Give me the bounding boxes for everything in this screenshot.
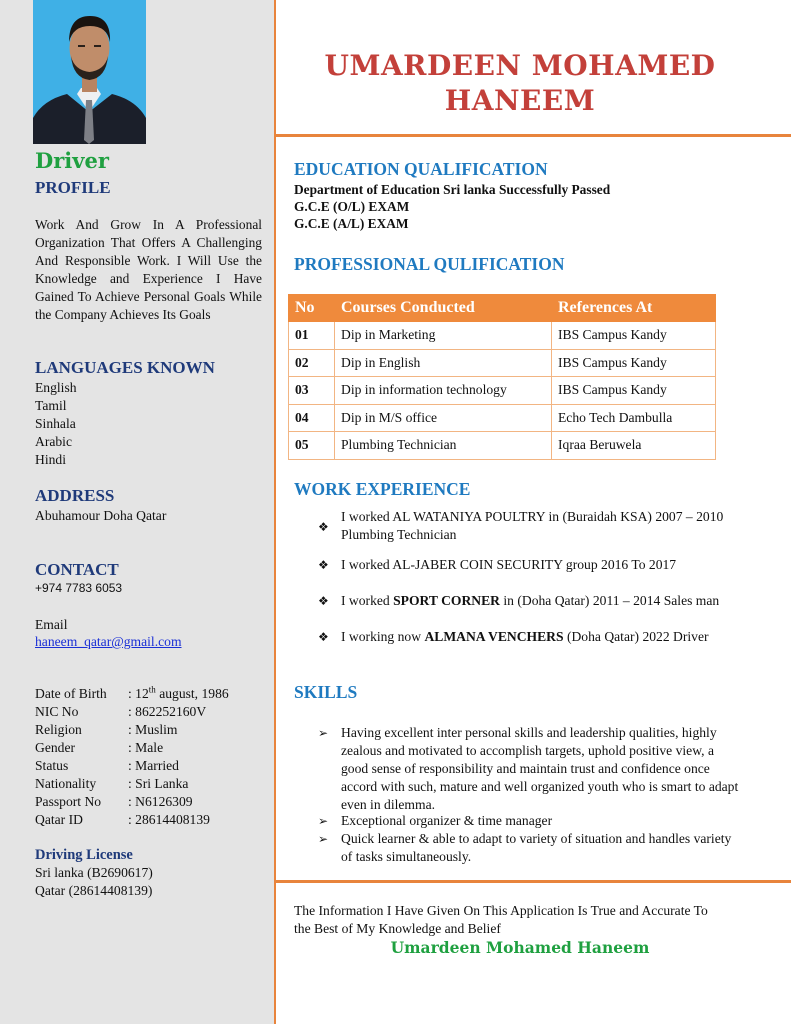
job-title: Driver: [35, 148, 109, 173]
table-cell: Iqraa Beruwela: [552, 432, 716, 460]
detail-value: : 862252160V: [128, 704, 207, 719]
language-item: Tamil: [35, 398, 67, 413]
work-text: I worked AL-JABER COIN SECURITY group 2016 To 2017: [341, 557, 677, 572]
table-cell: 05: [289, 432, 335, 460]
detail-value: : N6126309: [128, 794, 193, 809]
detail-row: [35, 757, 229, 775]
detail-row: [35, 739, 229, 757]
sidebar: [0, 0, 276, 1024]
education-line: G.C.E (A/L) EXAM: [294, 216, 409, 231]
courses-table: [288, 294, 716, 460]
skills-heading: SKILLS: [294, 682, 358, 702]
profile-heading: PROFILE: [35, 178, 111, 197]
column-header: References At: [552, 295, 716, 322]
professional-heading: PROFESSIONAL QULIFICATION: [294, 254, 565, 274]
table-row: [289, 349, 716, 377]
profile-text: Work And Grow In A Professional Organization That Offers A Challenging And Responsible Work. I Will Use the Knowledge and Experience I Have Gained To Achieve Personal Goals While the Company Achieves Its Goals: [35, 217, 262, 322]
driving-license-heading: Driving License: [35, 847, 133, 863]
phone-number: +974 7783 6053: [35, 581, 123, 595]
footer-divider: [276, 880, 791, 883]
table-row: [289, 432, 716, 460]
detail-key: Passport No: [35, 794, 102, 809]
detail-value: : Sri Lanka: [128, 776, 189, 791]
address-heading: ADDRESS: [35, 486, 115, 505]
table-cell: IBS Campus Kandy: [552, 377, 716, 405]
list-item: [318, 830, 743, 866]
detail-row: [35, 775, 229, 793]
detail-key: Status: [35, 758, 69, 773]
column-header: Courses Conducted: [335, 295, 552, 322]
license-item: Sri lanka (B2690617): [35, 865, 153, 880]
license-item: Qatar (28614408139): [35, 883, 153, 898]
email-label: Email: [35, 617, 68, 632]
table-cell: 01: [289, 322, 335, 350]
declaration-text: The Information I Have Given On This Application Is True and Accurate To the Best of My Knowledge and Belief: [294, 903, 708, 936]
table-row: [289, 377, 716, 405]
table-cell: IBS Campus Kandy: [552, 322, 716, 350]
detail-row: [35, 703, 229, 721]
table-cell: Dip in M/S office: [335, 404, 552, 432]
detail-row: [35, 721, 229, 739]
table-cell: IBS Campus Kandy: [552, 349, 716, 377]
detail-row: [35, 811, 229, 829]
table-row: [289, 322, 716, 350]
table-row: [289, 404, 716, 432]
table-cell: 04: [289, 404, 335, 432]
education-lines: [294, 181, 610, 232]
table-cell: Plumbing Technician: [335, 432, 552, 460]
list-item: [318, 724, 743, 814]
detail-value: : 28614408139: [128, 812, 210, 827]
work-text: I working now ALMANA VENCHERS (Doha Qatar) 2022 Driver: [341, 629, 709, 644]
work-text: I worked AL WATANIYA POULTRY in (Buraidah KSA) 2007 – 2010 Plumbing Technician: [341, 509, 724, 542]
column-header: No: [289, 295, 335, 322]
detail-key: Qatar ID: [35, 812, 83, 827]
detail-value: : 12th august, 1986: [128, 684, 229, 701]
detail-key: Date of Birth: [35, 686, 107, 701]
signature-name: Umardeen Mohamed Haneem: [390, 938, 650, 957]
detail-key: Nationality: [35, 776, 97, 791]
languages-list: [35, 379, 77, 469]
education-heading: EDUCATION QUALIFICATION: [294, 159, 548, 179]
driving-license-list: [35, 864, 153, 900]
header-divider: [276, 134, 791, 137]
contact-heading: CONTACT: [35, 560, 119, 579]
education-line: G.C.E (O/L) EXAM: [294, 199, 410, 214]
work-heading: WORK EXPERIENCE: [294, 479, 471, 499]
table-cell: 02: [289, 349, 335, 377]
name-line: UMARDEEN MOHAMED: [324, 49, 716, 82]
list-item: [318, 812, 743, 830]
list-item: [318, 508, 738, 544]
languages-heading: LANGUAGES KNOWN: [35, 358, 215, 377]
arrow-bullet-icon: ➢: [318, 814, 329, 828]
arrow-bullet-icon: ➢: [318, 726, 329, 740]
detail-key: Gender: [35, 740, 76, 755]
person-portrait-icon: [33, 0, 146, 144]
arrow-bullet-icon: ➢: [318, 832, 329, 846]
skill-text: Exceptional organizer & time manager: [341, 813, 553, 828]
name-line: HANEEM: [444, 84, 596, 117]
table-cell: Dip in Marketing: [335, 322, 552, 350]
table-cell: Dip in information technology: [335, 377, 552, 405]
detail-key: Religion: [35, 722, 82, 737]
diamond-bullet-icon: ❖: [318, 630, 329, 644]
address-value: Abuhamour Doha Qatar: [35, 508, 167, 523]
profile-photo: [33, 0, 146, 144]
language-item: English: [35, 380, 77, 395]
detail-row: [35, 793, 229, 811]
language-item: Sinhala: [35, 416, 76, 431]
table-cell: 03: [289, 377, 335, 405]
detail-key: NIC No: [35, 704, 79, 719]
diamond-bullet-icon: ❖: [318, 558, 329, 572]
table-cell: Dip in English: [335, 349, 552, 377]
detail-value: : Male: [128, 740, 164, 755]
diamond-bullet-icon: ❖: [318, 594, 329, 608]
list-item: [318, 628, 738, 646]
skill-text: Quick learner & able to adapt to variety of situation and handles variety of tasks simultaneously.: [341, 831, 732, 864]
detail-value: : Muslim: [128, 722, 178, 737]
list-item: [318, 592, 738, 610]
table-cell: Echo Tech Dambulla: [552, 404, 716, 432]
skill-text: Having excellent inter personal skills and leadership qualities, highly zealous and motivated to accomplish targets, uphold positive view, a good sense of responsibility and maintain trust and confidence once accord with such, mature and well organized youth who is smart to adapt even in dilemma.: [341, 725, 739, 812]
personal-details: [35, 685, 229, 829]
language-item: Arabic: [35, 434, 72, 449]
education-line: Department of Education Sri lanka Successfully Passed: [294, 182, 611, 197]
work-text: I worked SPORT CORNER in (Doha Qatar) 2011 – 2014 Sales man: [341, 593, 720, 608]
detail-value: : Married: [128, 758, 179, 773]
language-item: Hindi: [35, 452, 66, 467]
detail-row: [35, 685, 229, 703]
list-item: [318, 556, 738, 574]
candidate-name: [300, 48, 740, 118]
email-link[interactable]: haneem_qatar@gmail.com: [35, 634, 182, 649]
diamond-bullet-icon: ❖: [318, 520, 329, 534]
table-header-row: [289, 295, 716, 322]
